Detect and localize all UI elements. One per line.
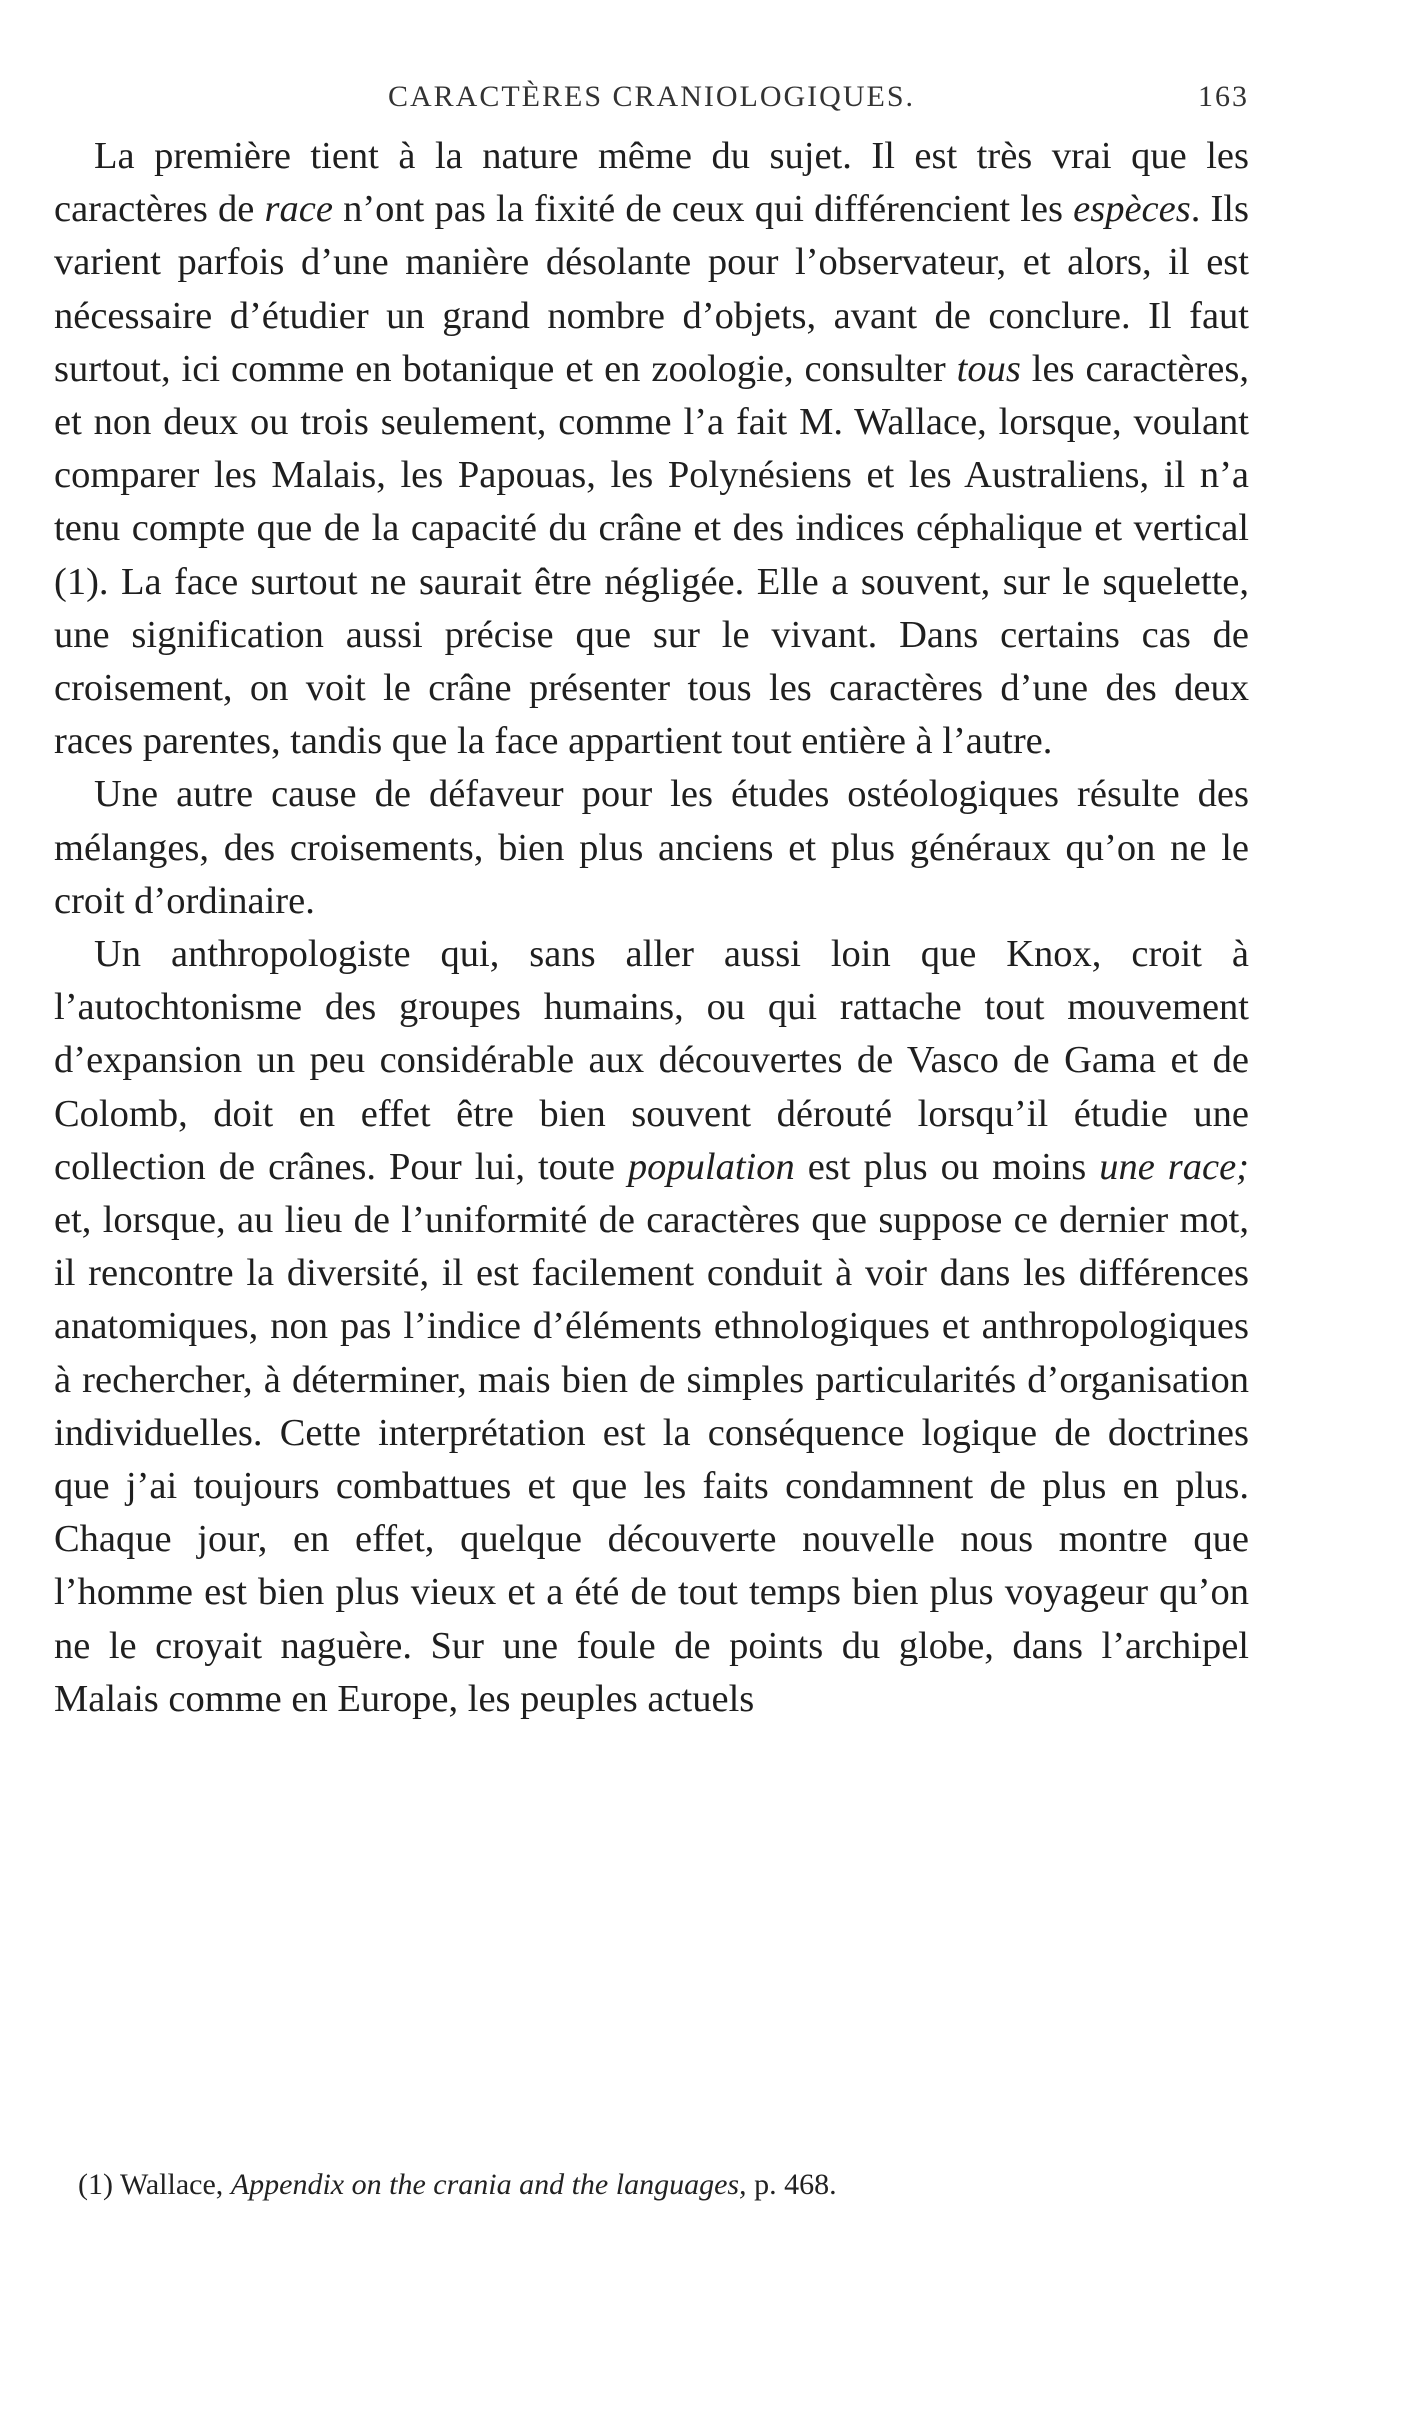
italic-term: tous xyxy=(956,347,1021,390)
text-segment: Une autre cause de défaveur pour les études ostéologiques résulte des mélanges, des croisements, bien plus anciens et plus généraux qu’on ne le croit d’ordinaire. xyxy=(54,773,1249,922)
running-header xyxy=(54,80,1249,120)
text-segment: les caractères, et non deux ou trois seulement, comme l’a fait M. Wallace, lorsque, voulant comparer les Malais, les Papouas, les Polynésiens et les Australiens, il n’a tenu compte que de la capacité du crâne et des indices céphalique et vertical (1). La face surtout ne saurait être négligée. Elle a souvent, sur le squelette, une signification aussi précise que sur le vivant. Dans certains cas de croisement, on voit le crâne présenter tous les caractères d’une des deux races parentes, tandis que la face appartient tout entière à l’autre. xyxy=(54,347,1249,763)
paragraph xyxy=(54,130,1249,768)
italic-term: population xyxy=(627,1145,795,1188)
paragraph xyxy=(54,928,1249,1726)
text-segment: La première tient à la nature même du sujet. Il est très vrai que les caractères de xyxy=(54,135,1249,231)
footnote-title: Appendix on the crania and the languages, xyxy=(230,2168,747,2201)
text-segment: . Ils varient parfois d’une manière désolante pour l’observateur, et alors, il est nécessaire d’étudier un grand nombre d’objets, avant de conclure. Il faut surtout, ici comme en botanique et en zoologie, consulter xyxy=(54,188,1249,390)
text-segment: Un anthropologiste qui, sans aller aussi loin que Knox, croit à l’autochtonisme des groupes humains, ou qui rattache tout mouvement d’expansion un peu considérable aux découvertes de Vasco de Gama et de Colomb, doit en effet être bien souvent dérouté lorsqu’il étudie une collection de crânes. Pour lui, toute xyxy=(54,933,1249,1188)
text-segment: et, lorsque, au lieu de l’uniformité de caractères que suppose ce dernier mot, il rencontre la diversité, il est facilement conduit à voir dans les différences anatomiques, non pas l’indice d’éléments ethnologiques et anthropologiques à rechercher, à déterminer, mais bien de simples particularités d’organisation individuelles. Cette interprétation est la conséquence logique de doctrines que j’ai toujours combattues et que les faits condamnent de plus en plus. Chaque jour, en effet, quelque découverte nouvelle nous montre que l’homme est bien plus vieux et a été de tout temps bien plus voyageur qu’on ne le croyait naguère. Sur une foule de points du globe, dans l’archipel Malais comme en Europe, les peuples actuels xyxy=(54,1199,1249,1720)
italic-term: race xyxy=(264,188,333,231)
page-number: 163 xyxy=(1198,80,1249,113)
footnote-marker: (1) xyxy=(78,2168,113,2201)
text-segment: n’ont pas la fixité de ceux qui différencient les xyxy=(332,188,1074,231)
footnote-author: Wallace, xyxy=(119,2168,224,2201)
italic-term: espèces xyxy=(1073,188,1191,231)
footnote xyxy=(78,2165,1249,2205)
italic-term: une race; xyxy=(1099,1145,1249,1188)
paragraph xyxy=(54,768,1249,928)
body-text xyxy=(54,130,1249,1726)
footnote-page: p. 468. xyxy=(754,2168,837,2201)
running-title: CARACTÈRES CRANIOLOGIQUES. xyxy=(387,80,916,113)
text-segment: est plus ou moins xyxy=(794,1145,1100,1188)
